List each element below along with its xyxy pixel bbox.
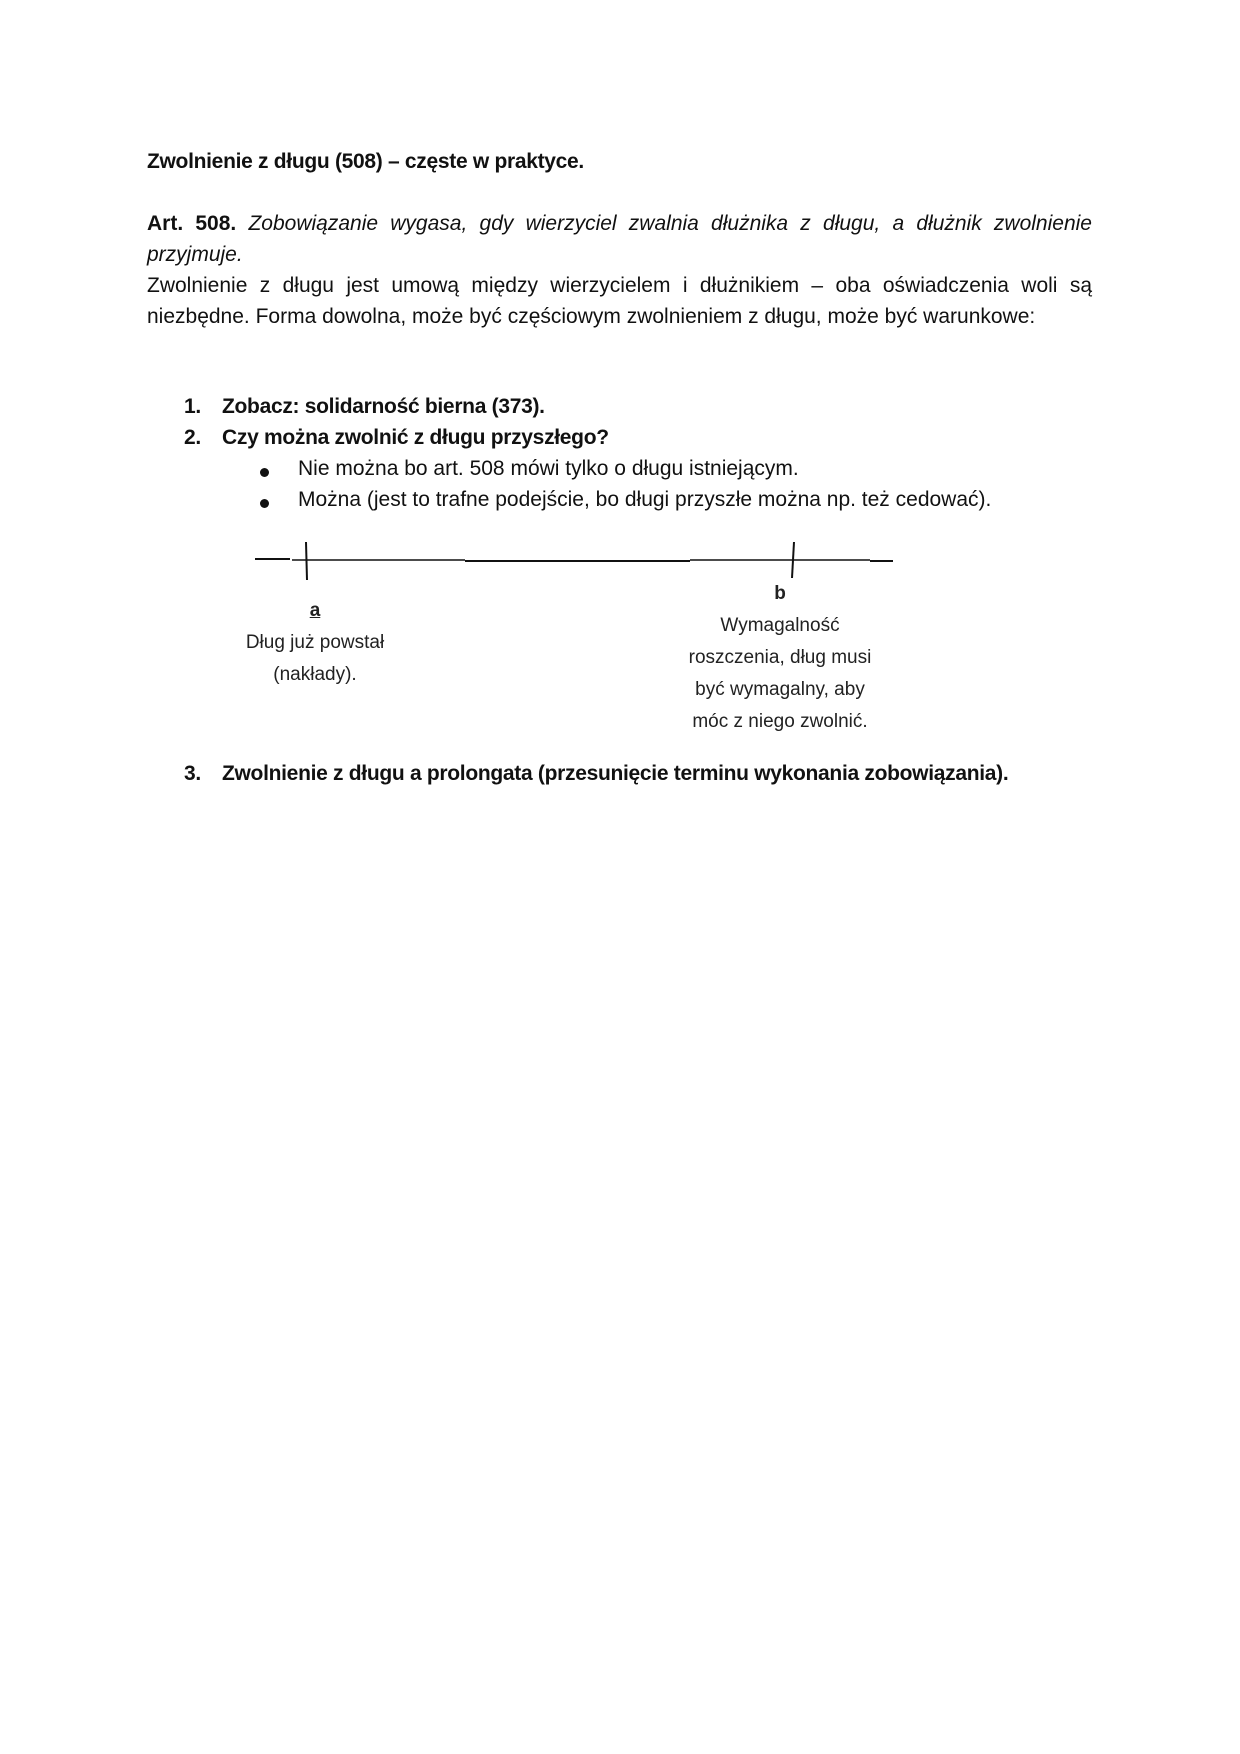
point-b-desc-line: roszczenia, dług musi <box>688 647 872 668</box>
bullet-icon <box>260 468 269 477</box>
tick-mark-a <box>306 542 307 580</box>
point-b-desc-line: móc z niego zwolnić. <box>692 711 868 732</box>
point-b-label <box>660 578 900 738</box>
article-reference: Art. 508. <box>147 212 237 235</box>
timeline-lines <box>0 530 1240 750</box>
bullet-text: Można (jest to trafne podejście, bo długi przyszłe można np. też cedować). <box>298 488 992 511</box>
list-text: Zwolnienie z długu a prolongata (przesunięcie terminu wykonania zobowiązania). <box>222 762 1009 785</box>
page-title: Zwolnienie z długu (508) – częste w praktyce. <box>147 150 584 173</box>
article-paragraph <box>147 208 1092 270</box>
list-text: Czy można zwolnić z długu przyszłego? <box>222 426 609 449</box>
list-text: Zobacz: solidarność bierna (373). <box>222 395 545 418</box>
bullet-icon <box>260 499 269 508</box>
point-a-desc-line: Dług już powstał <box>245 632 385 653</box>
bullet-text: Nie można bo art. 508 mówi tylko o długu istniejącym. <box>298 457 799 480</box>
point-a-label <box>210 595 420 691</box>
list-number: 2. <box>184 426 201 449</box>
point-b-letter: b <box>774 583 786 604</box>
point-a-desc-line: (nakłady). <box>273 664 357 685</box>
point-a-letter: a <box>309 600 321 621</box>
tick-mark-b <box>792 542 794 578</box>
timeline-diagram <box>0 530 1240 750</box>
article-quote: Zobowiązanie wygasa, gdy wierzyciel zwalnia dłużnika z długu, a dłużnik zwolnienie przyjmuje. <box>147 212 1092 266</box>
body-paragraph: Zwolnienie z długu jest umową między wierzycielem i dłużnikiem – oba oświadczenia woli są niezbędne. Forma dowolna, może być częściowym zwolnieniem z długu, może być warunkowe: <box>147 274 1092 328</box>
list-number: 3. <box>184 762 201 785</box>
point-b-desc-line: Wymagalność <box>720 615 840 636</box>
list-number: 1. <box>184 395 201 418</box>
point-b-desc-line: być wymagalny, aby <box>695 679 865 700</box>
